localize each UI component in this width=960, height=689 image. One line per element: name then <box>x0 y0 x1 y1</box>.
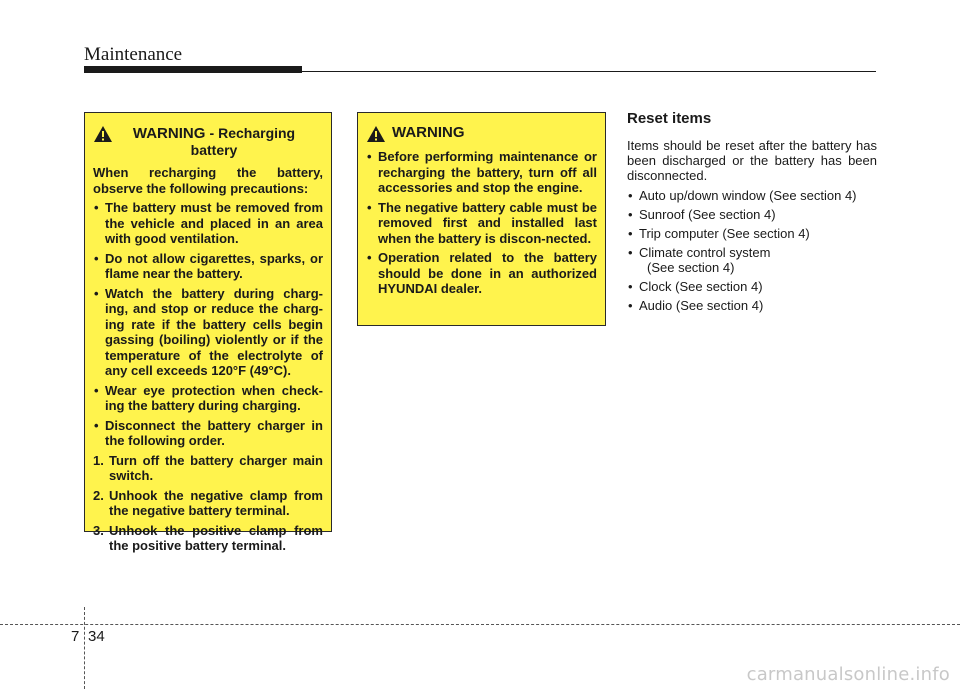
warning-box-maintenance <box>357 112 606 326</box>
warning-title: WARNING <box>392 124 465 141</box>
list-item: • Disconnect the battery charger in the following order. <box>93 418 323 449</box>
warning-triangle-icon <box>366 125 386 143</box>
list-item: • The battery must be removed from the vehicle and placed in an area with good ventilation. <box>93 200 323 247</box>
warning-header <box>366 125 597 143</box>
footer-rule <box>0 624 960 625</box>
list-item: • Audio (See section 4) <box>627 298 877 313</box>
list-item: • Auto up/down window (See section 4) <box>627 188 877 203</box>
footer-divider <box>84 607 85 689</box>
reset-items-heading: Reset items <box>627 110 712 127</box>
list-item: • The negative battery cable must be removed first and installed last when the battery is discon-nected. <box>366 200 597 247</box>
reset-items-intro: Items should be reset after the battery has been discharged or the battery has been disconnected. <box>627 138 877 183</box>
warning-header <box>93 125 323 159</box>
list-item: 3. Unhook the positive clamp from the positive battery terminal. <box>93 522 323 553</box>
reset-items-list <box>627 188 877 313</box>
warning-intro: When recharging the battery, observe the following precautions: <box>93 165 323 196</box>
warning-step-list <box>93 453 323 554</box>
warning-bullet-list <box>93 200 323 449</box>
list-item: • Clock (See section 4) <box>627 279 877 294</box>
list-item: • Operation related to the battery should be done in an authorized HYUNDAI dealer. <box>366 250 597 297</box>
list-item: • Before performing maintenance or recharging the battery, turn off all accessories and stop the engine. <box>366 149 597 196</box>
list-item: 1. Turn off the battery charger main switch. <box>93 452 323 483</box>
list-item: • Wear eye protection when check-ing the battery during charging. <box>93 383 323 414</box>
page-number: 34 <box>88 628 105 645</box>
reset-items-section <box>627 110 877 317</box>
list-item: 2. Unhook the negative clamp from the negative battery terminal. <box>93 487 323 518</box>
list-item: • Trip computer (See section 4) <box>627 226 877 241</box>
list-item: • Sunroof (See section 4) <box>627 207 877 222</box>
warning-title: WARNING - Recharging battery <box>132 125 296 158</box>
warning-bullet-list <box>366 149 597 297</box>
list-item: • Do not allow cigarettes, sparks, or flame near the battery. <box>93 251 323 282</box>
list-item: • Watch the battery during charg-ing, and stop or reduce the charg-ing rate if the battery cells begin gassing (boiling) violently or if the temperature of the electrolyte of any cell exceeds 120°F (49°C). <box>93 286 323 379</box>
section-title: Maintenance <box>84 44 183 65</box>
warning-triangle-icon <box>93 125 113 143</box>
warning-box-recharging <box>84 112 332 553</box>
header-rule <box>302 71 876 72</box>
chapter-number: 7 <box>71 628 80 645</box>
watermark: carmanualsonline.info <box>746 664 950 685</box>
header-bar <box>84 66 302 73</box>
list-item: • Climate control system (See section 4) <box>627 245 877 275</box>
